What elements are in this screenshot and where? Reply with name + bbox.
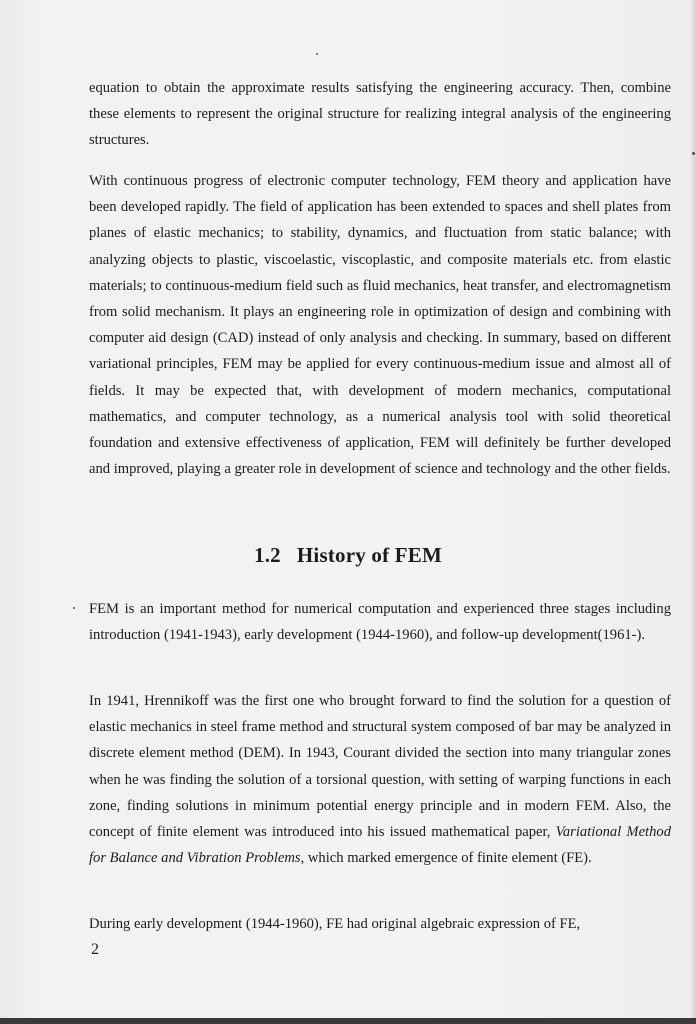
paragraph-history-end: , which marked emergence of finite element (FE). xyxy=(300,850,592,867)
page-number: 2 xyxy=(91,941,99,958)
paragraph-history xyxy=(89,688,671,871)
paragraph-fem-stages: FEM is an important method for numerical computation and experienced three stages including introduction (1941-1943), early development (1944-1960), and follow-up development(1961-). xyxy=(89,601,671,644)
paragraph-early-development: During early development (1944-1960), FE had original algebraic expression of FE, xyxy=(89,916,581,932)
paragraph-history-text: In 1941, Hrennikoff was the first one who brought forward to find the solution for a question of elastic mechanics in steel frame method and structural system composed of bar may be analyzed in discrete element method (DEM). In 1943, Courant divided the section into many triangular zones when he was finding the solution of a torsional question, with setting of warping functions in each zone, finding solutions in minimum potential energy principle and in modern FEM. Also, the concept of finite element was introduced into his issued mathematical paper, xyxy=(89,693,671,841)
paper-title: Variational Method for Balance and Vibration Problems xyxy=(89,824,672,867)
paragraph-fem-progress: With continuous progress of electronic computer technology, FEM theory and application have been developed rapidly. The field of application has been extended to spaces and shell plates from planes of elastic mechanics; to stability, dynamics, and fluctuation from static balance; with analyzing objects to plastic, viscoelastic, viscoplastic, and composite materials etc. from elastic materials; to continuous-medium field such as fluid mechanics, heat transfer, and electromagnetism from solid mechanism. It plays an engineering role in optimization of design and combining with computer aid design (CAD) instead of only analysis and checking. In summary, based on different variational principles, FEM may be applied for every continuous-medium issue and almost all of fields. It may be expected that, with development of modern mechanics, computational mathematics, and computer technology, as a numerical analysis tool with solid theoretical foundation and extensive effectiveness of application, FEM will definitely be further developed and improved, playing a greater role in development of science and technology and the other fields. xyxy=(89,173,671,478)
scan-bottom-border xyxy=(0,1018,696,1024)
section-heading xyxy=(0,543,696,568)
paragraph-continuation: equation to obtain the approximate results satisfying the engineering accuracy. Then, combine these elements to represent the original structure for realizing integral analysis of the engineering structures. xyxy=(89,80,671,149)
scan-speck xyxy=(73,607,75,609)
page-edge-shadow xyxy=(690,0,696,1024)
section-number: 1.2 xyxy=(254,543,281,567)
scan-speck xyxy=(316,53,318,55)
section-title: History of FEM xyxy=(296,543,442,567)
